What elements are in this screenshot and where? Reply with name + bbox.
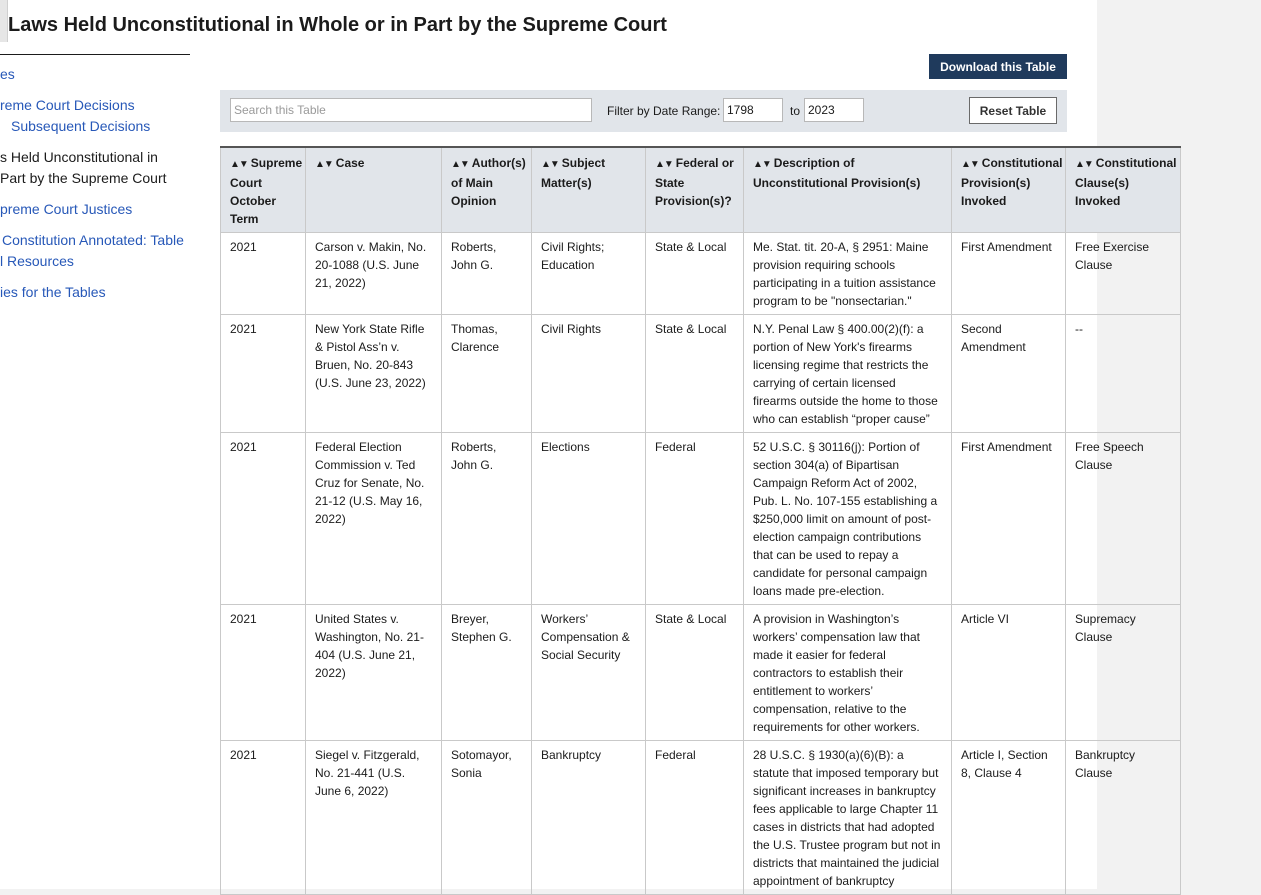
date-from-input[interactable] xyxy=(723,98,783,122)
cell-description: Me. Stat. tit. 20-A, § 2951: Maine provision requiring schools participating in a tuition assistance program to be "nonsectarian." xyxy=(744,233,952,315)
sort-icon: ▲▼ xyxy=(1075,159,1093,170)
reset-table-button[interactable]: Reset Table xyxy=(969,97,1057,124)
sidebar-item-subsequent-decisions[interactable]: Subsequent Decisions xyxy=(11,118,151,134)
date-to-label: to xyxy=(790,104,801,118)
cell-case: Carson v. Makin, No. 20-1088 (U.S. June 21, 2022) xyxy=(306,233,442,315)
cell-fed-state: Federal xyxy=(646,741,744,895)
cell-subject: Bankruptcy xyxy=(532,741,646,895)
page-title: Laws Held Unconstitutional in Whole or in Part by the Supreme Court xyxy=(8,14,667,36)
sidebar-item-laws-held-unconstitutional[interactable]: s Held Unconstitutional in xyxy=(0,149,158,165)
sort-icon: ▲▼ xyxy=(315,159,333,170)
cell-case: United States v. Washington, No. 21-404 (U.S. June 21, 2022) xyxy=(306,605,442,741)
column-header-fed-state[interactable]: ▲▼ Federal or State Provision(s)? xyxy=(646,147,744,233)
table-header-row xyxy=(221,147,1181,233)
table-row xyxy=(221,315,1181,433)
sidebar-item-constitution-annotated[interactable]: Constitution Annotated: Table xyxy=(2,232,184,248)
search-input[interactable] xyxy=(230,98,592,122)
cell-clause: Free Speech Clause xyxy=(1066,433,1181,605)
cell-subject: Elections xyxy=(532,433,646,605)
cell-author: Sotomayor, Sonia xyxy=(442,741,532,895)
column-header-subject[interactable]: ▲▼ Subject Matter(s) xyxy=(532,147,646,233)
cell-description: A provision in Washington’s workers’ compensation law that made it easier for federal contractors to establish their entitlement to workers’ compensation, relative to the requirements for other workers. xyxy=(744,605,952,741)
column-header-author[interactable]: ▲▼ Author(s) of Main Opinion xyxy=(442,147,532,233)
laws-table xyxy=(220,146,1181,895)
sort-icon: ▲▼ xyxy=(230,159,248,170)
cell-subject: Civil Rights xyxy=(532,315,646,433)
cell-fed-state: State & Local xyxy=(646,605,744,741)
cell-term: 2021 xyxy=(221,741,306,895)
cell-author: Breyer, Stephen G. xyxy=(442,605,532,741)
cell-author: Roberts, John G. xyxy=(442,433,532,605)
sidebar-item-laws-held-unconstitutional-2[interactable]: Part by the Supreme Court xyxy=(0,170,167,186)
sort-icon: ▲▼ xyxy=(541,159,559,170)
sidebar-item-supreme-court-justices[interactable]: preme Court Justices xyxy=(0,201,133,217)
column-header-description[interactable]: ▲▼ Description of Unconstitutional Provision(s) xyxy=(744,147,952,233)
sidebar-item-methodologies[interactable]: ies for the Tables xyxy=(0,284,106,300)
nav-divider xyxy=(0,54,190,55)
cell-term: 2021 xyxy=(221,315,306,433)
download-table-button[interactable]: Download this Table xyxy=(929,54,1067,79)
cell-clause: Bankruptcy Clause xyxy=(1066,741,1181,895)
date-range-label: Filter by Date Range: xyxy=(607,104,721,118)
cell-provision: First Amendment xyxy=(952,233,1066,315)
cell-clause: Supremacy Clause xyxy=(1066,605,1181,741)
column-header-provision[interactable]: ▲▼ Constitutional Provision(s) Invoked xyxy=(952,147,1066,233)
date-to-input[interactable] xyxy=(804,98,864,122)
sort-icon: ▲▼ xyxy=(753,159,771,170)
cell-provision: First Amendment xyxy=(952,433,1066,605)
table-row xyxy=(221,233,1181,315)
cell-fed-state: State & Local xyxy=(646,315,744,433)
sort-icon: ▲▼ xyxy=(451,159,469,170)
column-header-case[interactable]: ▲▼ Case xyxy=(306,147,442,233)
cell-subject: Workers’ Compensation & Social Security xyxy=(532,605,646,741)
cell-provision: Article VI xyxy=(952,605,1066,741)
cell-fed-state: State & Local xyxy=(646,233,744,315)
cell-case: Siegel v. Fitzgerald, No. 21-441 (U.S. June 6, 2022) xyxy=(306,741,442,895)
table-row xyxy=(221,605,1181,741)
table-row xyxy=(221,433,1181,605)
cell-term: 2021 xyxy=(221,605,306,741)
sort-icon: ▲▼ xyxy=(961,159,979,170)
cell-provision: Article I, Section 8, Clause 4 xyxy=(952,741,1066,895)
left-edge-panel xyxy=(0,0,8,42)
cell-description: 28 U.S.C. § 1930(a)(6)(B): a statute that imposed temporary but significant increases in bankruptcy fees applicable to large Chapter 11 cases in districts that had adopted the U.S. Trustee program but not in districts that maintained the judicial appointment of bankruptcy xyxy=(744,741,952,895)
sidebar-item-constitution-annotated-2[interactable]: l Resources xyxy=(0,253,74,269)
cell-term: 2021 xyxy=(221,233,306,315)
table-row xyxy=(221,741,1181,895)
cell-description: N.Y. Penal Law § 400.00(2)(f): a portion of New York's firearms licensing regime that restricts the carrying of certain licensed firearms outside the home to those who can establish “proper cause” xyxy=(744,315,952,433)
cell-case: Federal Election Commission v. Ted Cruz for Senate, No. 21-12 (U.S. May 16, 2022) xyxy=(306,433,442,605)
sort-icon: ▲▼ xyxy=(655,159,673,170)
cell-author: Thomas, Clarence xyxy=(442,315,532,433)
filter-bar xyxy=(220,90,1067,132)
cell-provision: Second Amendment xyxy=(952,315,1066,433)
cell-clause: -- xyxy=(1066,315,1181,433)
cell-clause: Free Exercise Clause xyxy=(1066,233,1181,315)
cell-fed-state: Federal xyxy=(646,433,744,605)
column-header-clause[interactable]: ▲▼ Constitutional Clause(s) Invoked xyxy=(1066,147,1181,233)
column-header-term[interactable]: ▲▼ Supreme Court October Term xyxy=(221,147,306,233)
cell-author: Roberts, John G. xyxy=(442,233,532,315)
cell-subject: Civil Rights; Education xyxy=(532,233,646,315)
cell-case: New York State Rifle & Pistol Ass’n v. Bruen, No. 20-843 (U.S. June 23, 2022) xyxy=(306,315,442,433)
sidebar-item-overruled-decisions[interactable]: reme Court Decisions xyxy=(0,97,135,113)
cell-term: 2021 xyxy=(221,433,306,605)
cell-description: 52 U.S.C. § 30116(j): Portion of section 304(a) of Bipartisan Campaign Reform Act of 2002, Pub. L. No. 107-155 establishing a $250,000 limit on amount of post-election campaign contributions that can be used to repay a candidate for personal campaign loans made pre-election. xyxy=(744,433,952,605)
sidebar-item-tables[interactable]: es xyxy=(0,66,15,82)
